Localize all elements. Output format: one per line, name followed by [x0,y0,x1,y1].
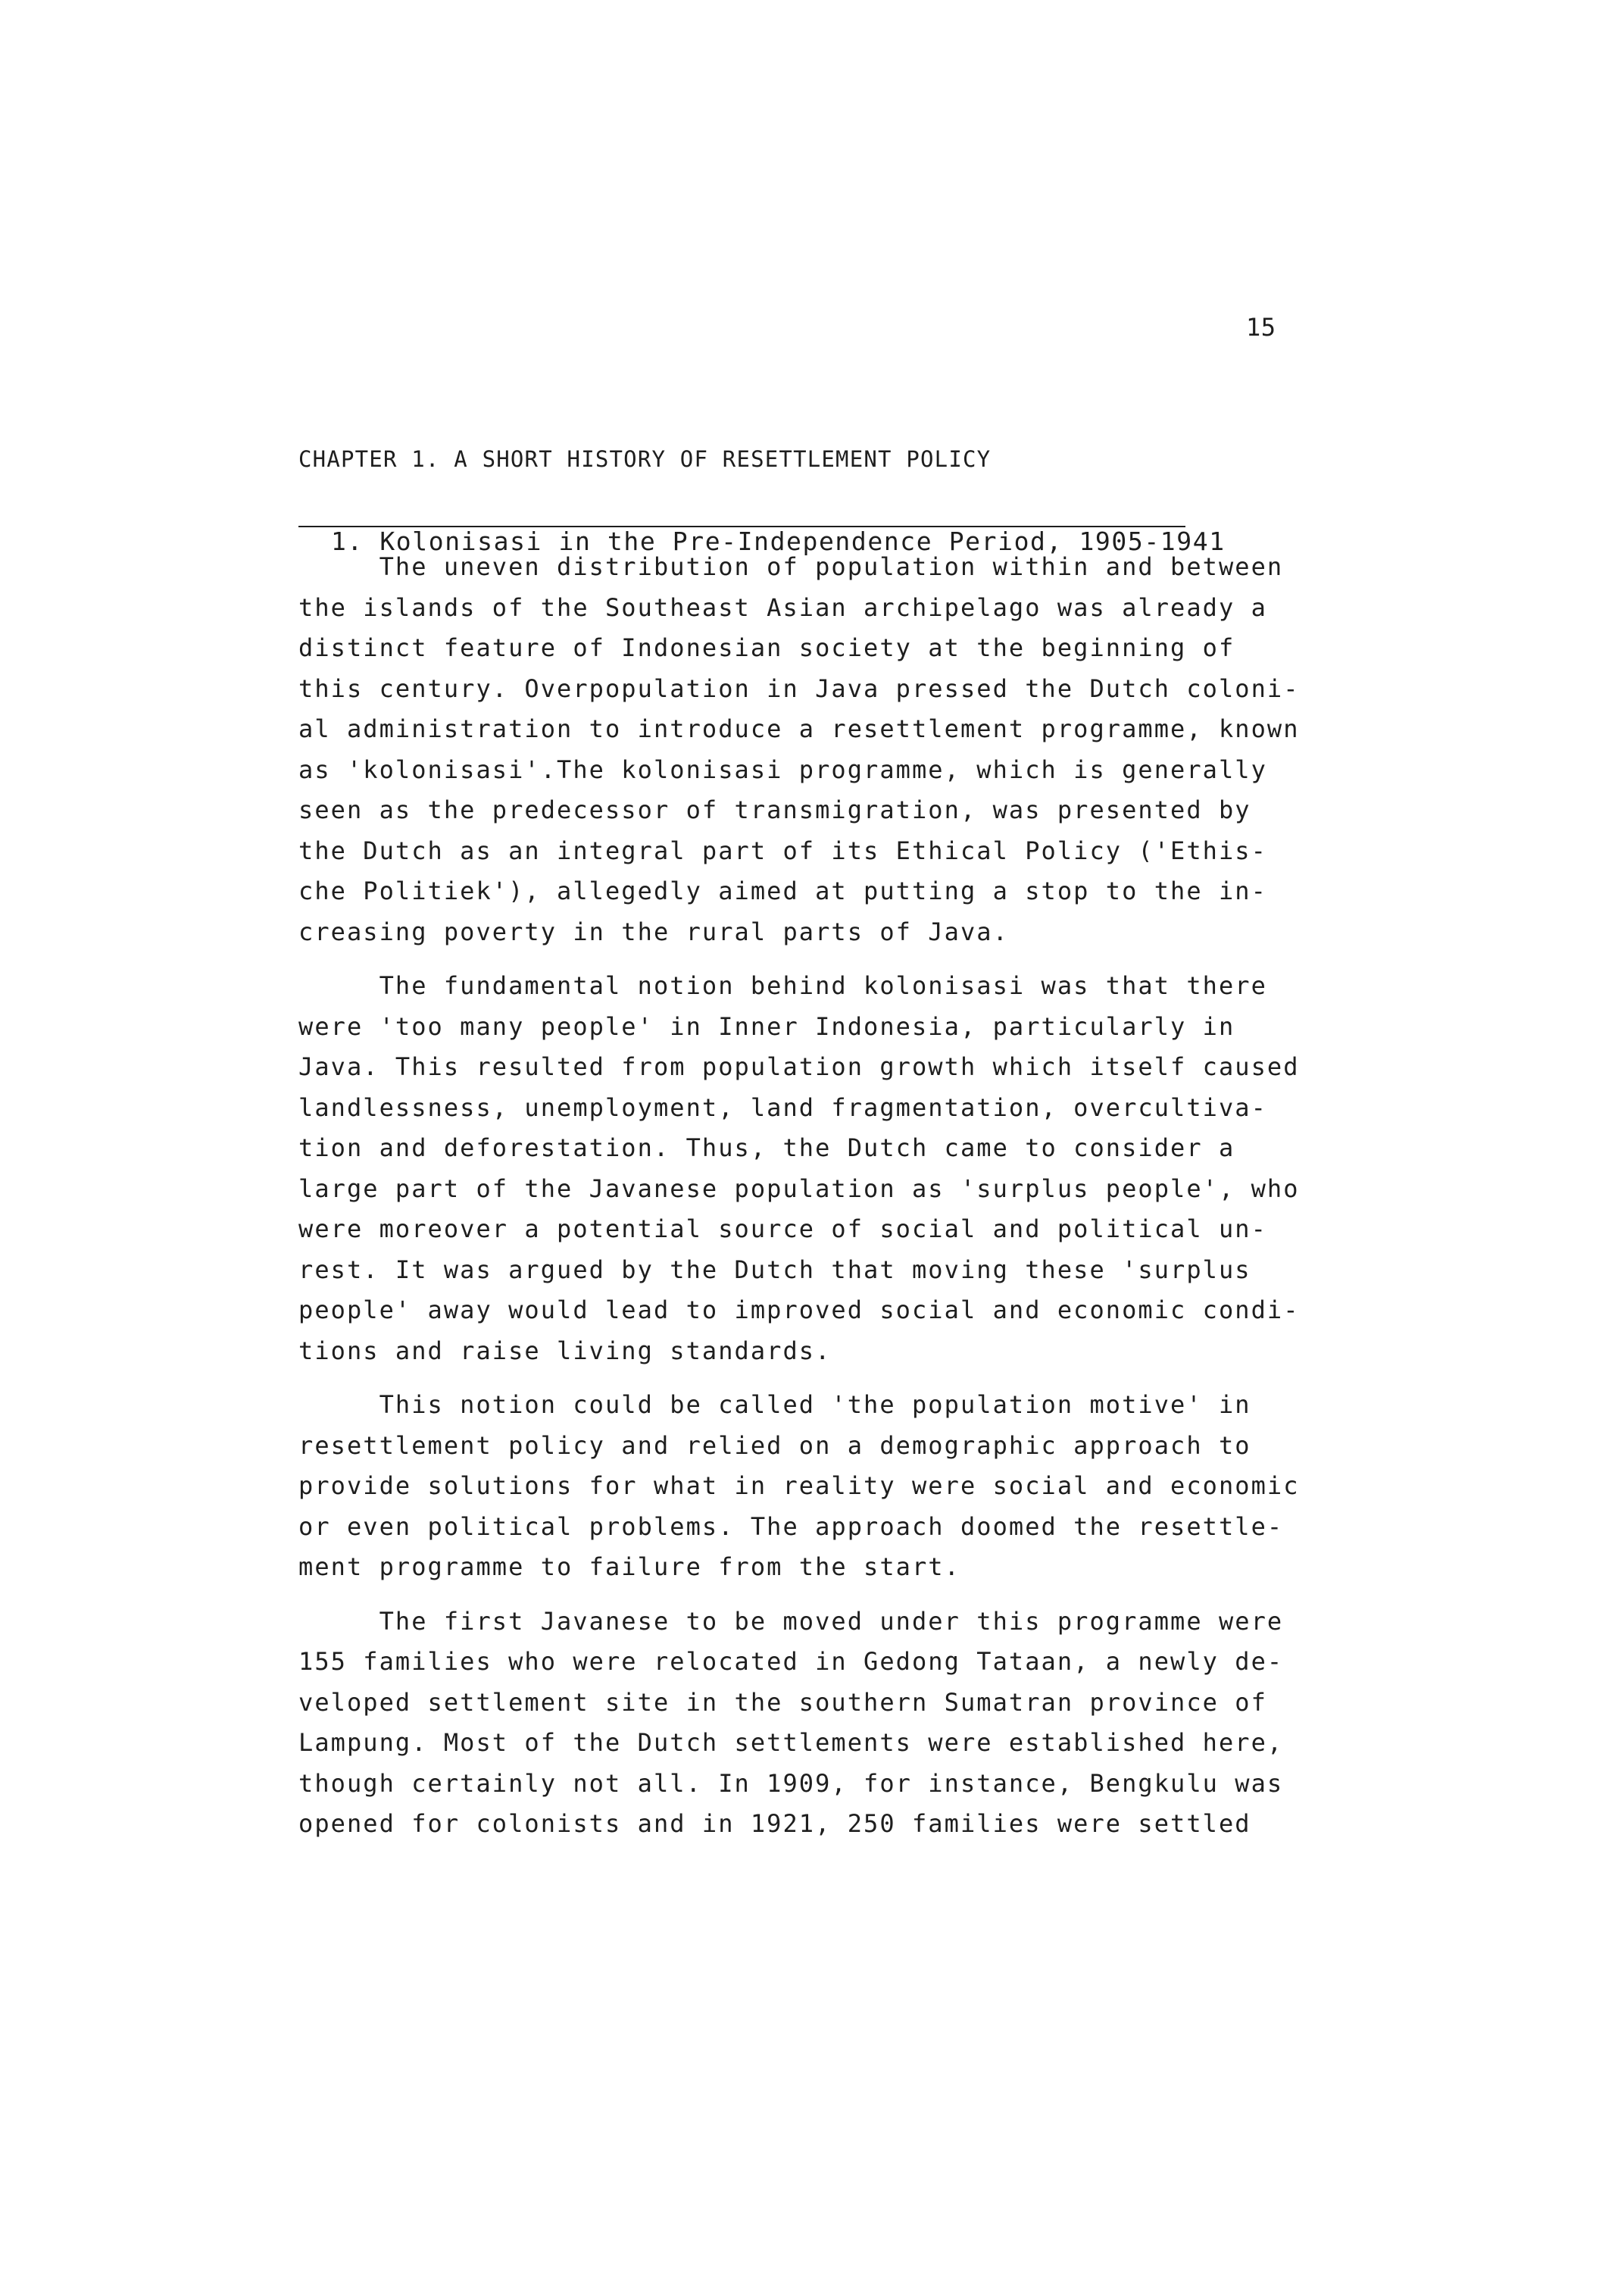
paragraph [298,966,1313,1371]
section-title-text: 1. Kolonisasi in the Pre-Independence Period, 1905-1941 [330,527,1226,556]
text-line: creasing poverty in the rural parts of Java. [298,917,1009,946]
text-line: were 'too many people' in Inner Indonesia, particularly in [298,1011,1235,1041]
text-line: people' away would lead to improved social and economic condi- [298,1296,1300,1324]
text-line: seen as the predecessor of transmigration, was presented by [298,795,1251,824]
text-line: veloped settlement site in the southern Sumatran province of [298,1687,1267,1717]
paragraph [298,1385,1313,1588]
text-line: landlessness, unemployment, land fragmentation, overcultiva- [298,1092,1267,1122]
text-line: rest. It was argued by the Dutch that moving these 'surplus [298,1255,1251,1284]
section-title-underline [298,526,1185,527]
paragraph [298,1602,1313,1845]
text-line: tion and deforestation. Thus, the Dutch came to consider a [298,1133,1235,1162]
text-line: che Politiek'), allegedly aimed at putting a stop to the in- [298,877,1267,905]
text-line: distinct feature of Indonesian society at the beginning of [298,633,1235,662]
text-line: large part of the Javanese population as 'surplus people', who [298,1174,1300,1203]
text-line: The first Javanese to be moved under this programme were [298,1606,1284,1636]
text-line: Java. This resulted from population growth which itself caused [298,1052,1300,1081]
text-line: opened for colonists and in 1921, 250 families were settled [298,1809,1251,1838]
text-line: were moreover a potential source of social and political un- [298,1214,1267,1243]
page-number: 15 [1246,313,1276,342]
text-line: the Dutch as an integral part of its Ethical Policy ('Ethis- [298,836,1267,865]
paragraph [298,547,1313,952]
text-line: tions and raise living standards. [298,1336,832,1365]
text-line: though certainly not all. In 1909, for instance, Bengkulu was [298,1768,1284,1798]
text-line: resettlement policy and relied on a demographic approach to [298,1430,1251,1460]
chapter-title: CHAPTER 1. A SHORT HISTORY OF RESETTLEMENT POLICY [298,446,992,472]
text-line: al administration to introduce a resettlement programme, known [298,714,1300,743]
text-line: 155 families who were relocated in Gedong Tataan, a newly de- [298,1647,1284,1676]
text-line: the islands of the Southeast Asian archipelago was already a [298,592,1267,622]
text-line: this century. Overpopulation in Java pressed the Dutch coloni- [298,674,1300,703]
text-line: provide solutions for what in reality were social and economic [298,1471,1300,1500]
text-line: ment programme to failure from the start. [298,1552,960,1581]
text-line: This notion could be called 'the population motive' in [298,1390,1251,1419]
text-line: The fundamental notion behind kolonisasi was that there [298,971,1267,1000]
text-line: Lampung. Most of the Dutch settlements were established here, [298,1728,1284,1757]
text-line: as 'kolonisasi'.The kolonisasi programme, which is generally [298,755,1267,784]
text-line: or even political problems. The approach doomed the resettle- [298,1511,1284,1541]
text-line: The uneven distribution of population within and between [298,552,1284,581]
body-text [298,547,1313,1858]
